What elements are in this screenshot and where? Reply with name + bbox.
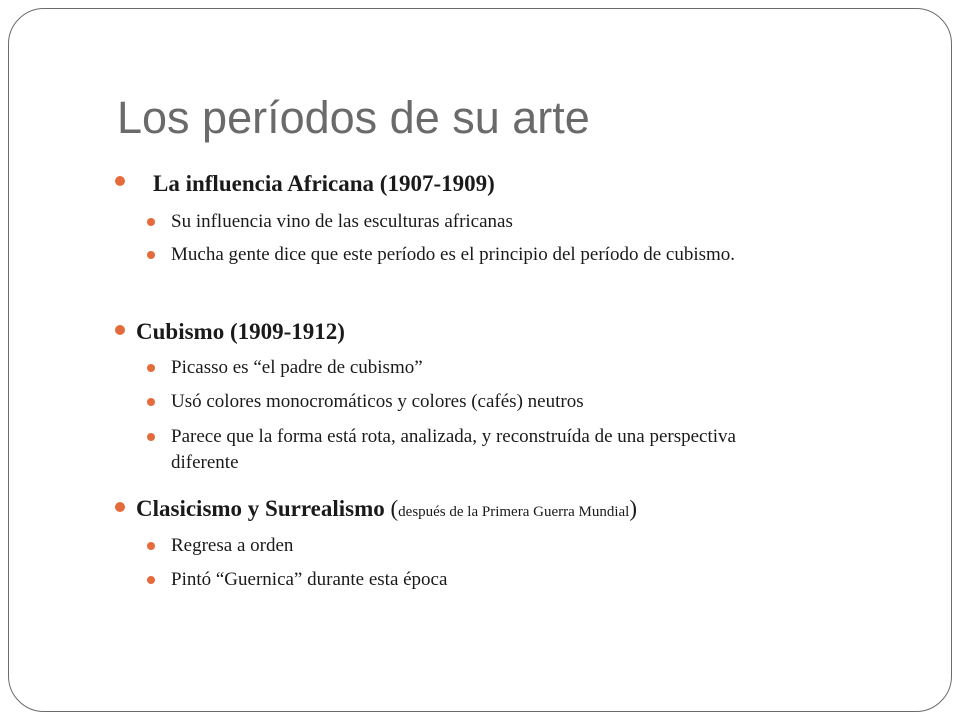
bullet-icon [147, 542, 155, 550]
bullet-icon [147, 398, 155, 406]
bullet-icon [115, 502, 125, 512]
bullet-icon [147, 576, 155, 584]
bullet-icon [147, 251, 155, 259]
slide-frame [8, 8, 952, 712]
list-item: Regresa a orden [171, 535, 294, 556]
section-heading-cubismo: Cubismo (1909-1912) [136, 319, 345, 344]
bullet-icon [115, 325, 125, 335]
list-item: Mucha gente dice que este período es el principio del período de cubismo. [171, 244, 736, 265]
list-item: Picasso es “el padre de cubismo” [171, 357, 423, 378]
bullet-icon [147, 218, 155, 226]
slide-title: Los períodos de su arte [117, 92, 590, 143]
list-item: Su influencia vino de las esculturas africanas [171, 211, 513, 232]
list-item: Parece que la forma está rota, analizada, y reconstruída de una perspectiva diferente [171, 426, 736, 473]
section-heading-clasicismo [136, 496, 637, 525]
section-heading-note: después de la Primera Guerra Mundial [398, 504, 630, 520]
heading-paren-close: ) [629, 496, 638, 521]
bullet-icon [147, 364, 155, 372]
bullet-icon [147, 433, 155, 441]
section-heading-text: Clasicismo y Surrealismo [136, 496, 385, 521]
list-item: Pintó “Guernica” durante esta época [171, 569, 448, 590]
bullet-icon [115, 176, 125, 186]
list-item: Usó colores monocromáticos y colores (cafés) neutros [171, 391, 584, 412]
heading-paren-open: ( [390, 496, 399, 521]
section-heading-africana: La influencia Africana (1907-1909) [153, 171, 495, 196]
